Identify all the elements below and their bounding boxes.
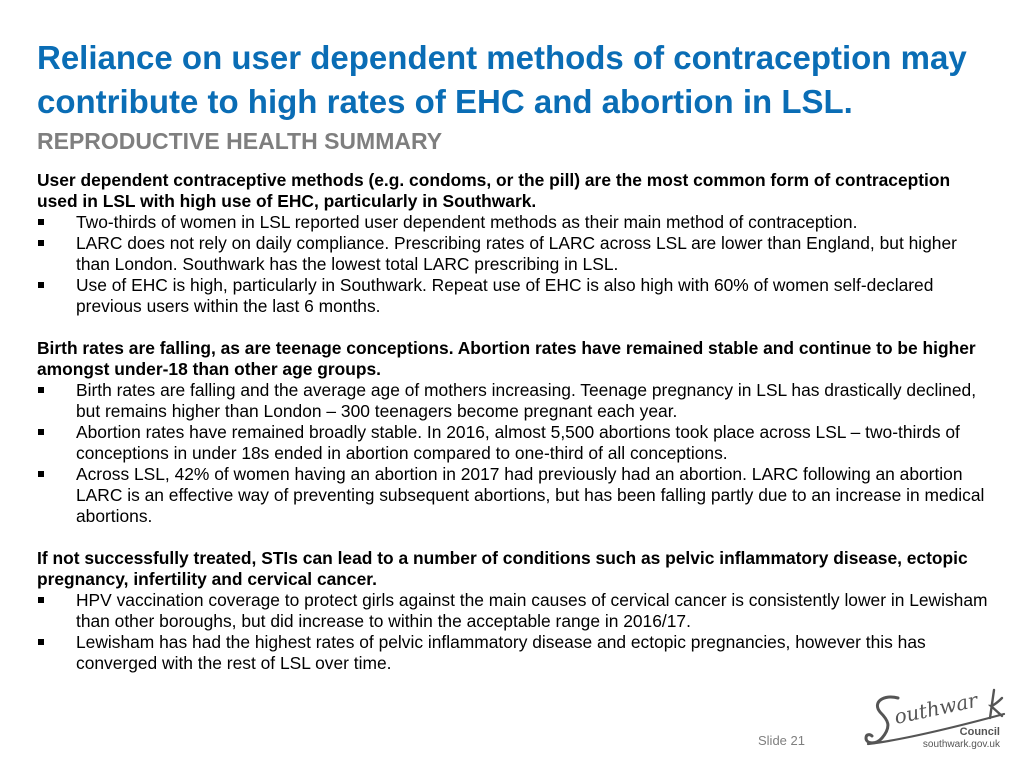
summary-section-stis [37, 548, 989, 674]
slide-content [37, 170, 989, 695]
slide-subtitle: REPRODUCTIVE HEALTH SUMMARY [37, 128, 443, 154]
bullet-list [37, 212, 989, 317]
slide-title: Reliance on user dependent methods of contraception may contribute to high rates of EHC and abortion in LSL. [37, 39, 967, 120]
square-bullet-icon [38, 282, 44, 288]
bullet-item [37, 212, 989, 233]
southwark-council-logo [862, 684, 1012, 754]
square-bullet-icon [38, 387, 44, 393]
square-bullet-icon [38, 597, 44, 603]
summary-section-contraception [37, 170, 989, 317]
bullet-text: HPV vaccination coverage to protect girls against the main causes of cervical cancer is consistently lower in Lewisham than other boroughs, but did increase to within the acceptable range in 2016/17. [76, 590, 988, 631]
bullet-item [37, 275, 989, 317]
section-heading: Birth rates are falling, as are teenage conceptions. Abortion rates have remained stable and continue to be higher amongst under-18 than other age groups. [37, 338, 976, 379]
square-bullet-icon [38, 639, 44, 645]
bullet-item [37, 233, 989, 275]
square-bullet-icon [38, 219, 44, 225]
bullet-text: Across LSL, 42% of women having an abortion in 2017 had previously had an abortion. LARC following an abortion LARC is an effective way of preventing subsequent abortions, but has been falling partly due to an increase in medical abortions. [76, 464, 985, 526]
section-heading: User dependent contraceptive methods (e.g. condoms, or the pill) are the most common form of contraception used in LSL with high use of EHC, particularly in Southwark. [37, 170, 951, 211]
bullet-text: Lewisham has had the highest rates of pelvic inflammatory disease and ectopic pregnancies, however this has converged with the rest of LSL over time. [76, 632, 926, 673]
bullet-item [37, 422, 989, 464]
bullet-text: Birth rates are falling and the average age of mothers increasing. Teenage pregnancy in LSL has drastically declined, but remains higher than London – 300 teenagers become pregnant each year. [76, 380, 977, 421]
slide-number: Slide 21 [758, 733, 805, 748]
logo-url: southwark.gov.uk [922, 739, 1000, 750]
bullet-list [37, 590, 989, 674]
square-bullet-icon [38, 429, 44, 435]
bullet-text: Abortion rates have remained broadly stable. In 2016, almost 5,500 abortions took place across LSL – two-thirds of conceptions in under 18s ended in abortion compared to one-third of all conceptions. [76, 422, 960, 463]
summary-section-births-abortions [37, 338, 989, 527]
bullet-item [37, 590, 989, 632]
bullet-text: Use of EHC is high, particularly in Southwark. Repeat use of EHC is also high with 60% of women self-declared previous users within the last 6 months. [76, 275, 934, 316]
svg-text:outhwar: outhwar [892, 687, 980, 729]
section-heading: If not successfully treated, STIs can lead to a number of conditions such as pelvic inflammatory disease, ectopic pregnancy, infertility and cervical cancer. [37, 548, 968, 589]
bullet-item [37, 632, 989, 674]
logo-council-label: Council [959, 726, 1000, 738]
bullet-item [37, 380, 989, 422]
bullet-text: Two-thirds of women in LSL reported user dependent methods as their main method of contraception. [76, 212, 858, 232]
square-bullet-icon [38, 240, 44, 246]
square-bullet-icon [38, 471, 44, 477]
bullet-item [37, 464, 989, 527]
bullet-text: LARC does not rely on daily compliance. Prescribing rates of LARC across LSL are lower than England, but higher than London. Southwark has the lowest total LARC prescribing in LSL. [76, 233, 957, 274]
bullet-list [37, 380, 989, 527]
